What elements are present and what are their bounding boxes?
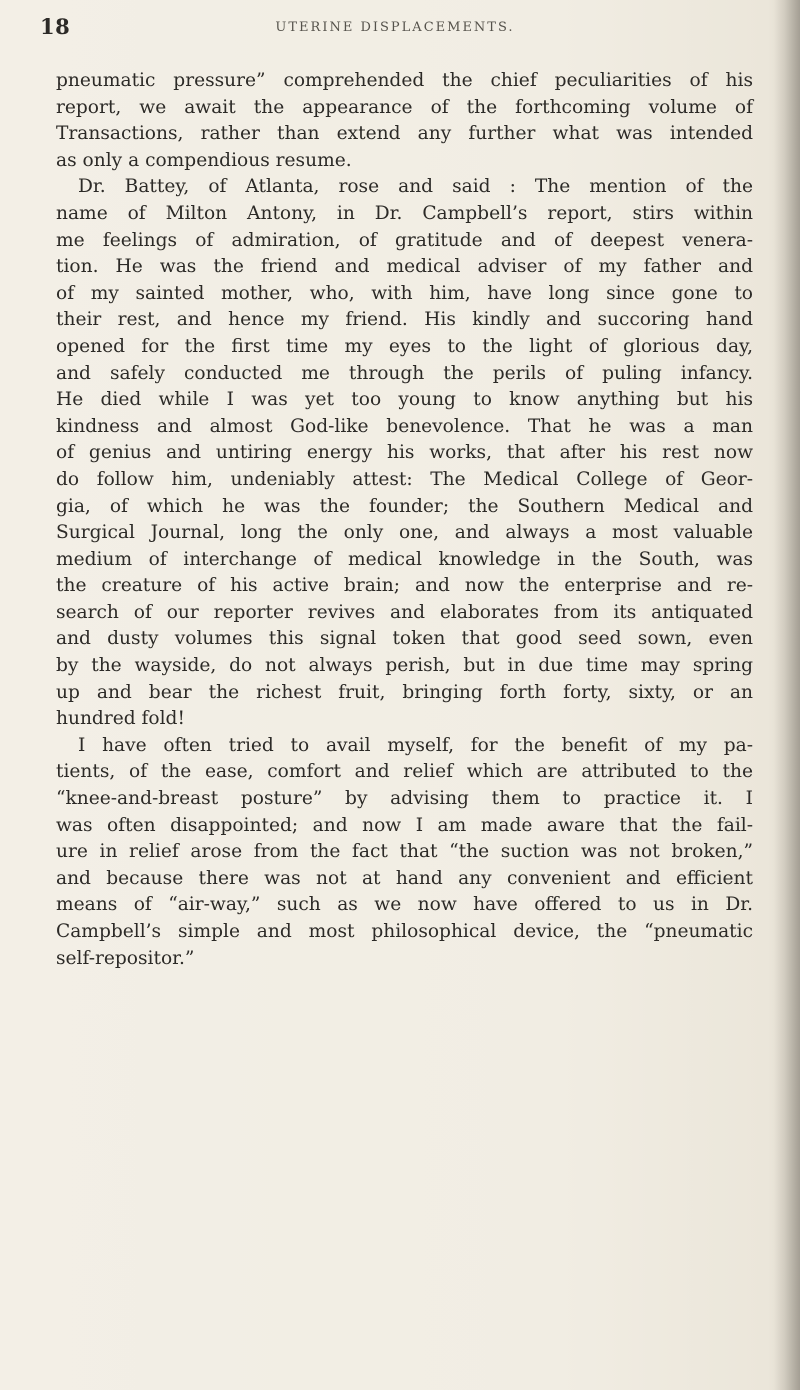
text-line: medium of interchange of medical knowledge in the South, was <box>56 548 753 570</box>
page-header <box>40 14 750 48</box>
text-line: kindness and almost God-like benevolence. That he was a man <box>56 415 753 437</box>
paragraph-start-line: I have often tried to avail myself, for the benefit of my pa- <box>78 734 753 756</box>
text-line: the creature of his active brain; and now the enterprise and re- <box>56 575 753 597</box>
text-line: Surgical Journal, long the only one, and always a most valuable <box>56 522 753 544</box>
text-line: as only a compendious resume. <box>56 149 352 171</box>
paragraph-start-line: Dr. Battey, of Atlanta, rose and said : The mention of the <box>78 176 753 198</box>
text-line: Campbell’s simple and most philosophical device, the “pneumatic <box>56 921 753 942</box>
text-line: gia, of which he was the founder; the Southern Medical and <box>56 495 753 517</box>
text-line: of my sainted mother, who, with him, have long since gone to <box>56 282 753 304</box>
text-line: their rest, and hence my friend. His kindly and succoring hand <box>56 309 753 331</box>
text-line: name of Milton Antony, in Dr. Campbell’s report, stirs within <box>56 202 753 224</box>
page-number: 18 <box>40 14 71 39</box>
text-line: “knee-and-breast posture” by advising them to practice it. I <box>56 788 753 810</box>
text-line: of genius and untiring energy his works, that after his rest now <box>56 442 753 464</box>
text-line: and dusty volumes this signal token that good seed sown, even <box>56 628 753 650</box>
text-line: do follow him, undeniably attest: The Medical College of Geor- <box>56 468 753 490</box>
text-line: He died while I was yet too young to know anything but his <box>56 389 753 411</box>
text-line: by the wayside, do not always perish, but in due time may spring <box>56 655 753 677</box>
text-line: Transactions, rather than extend any further what was intended <box>56 123 753 145</box>
text-line: report, we await the appearance of the forthcoming volume of <box>56 96 753 118</box>
text-line: and because there was not at hand any convenient and efficient <box>56 867 753 889</box>
text-line: pneumatic pressure” comprehended the chief peculiarities of his <box>56 70 753 91</box>
text-line: me feelings of admiration, of gratitude and of deepest venera- <box>56 229 753 251</box>
text-line: opened for the first time my eyes to the light of glorious day, <box>56 335 753 357</box>
body-text <box>56 68 753 972</box>
text-line: hundred fold! <box>56 708 185 730</box>
text-line: ure in relief arose from the fact that “the suction was not broken,” <box>56 841 753 863</box>
running-head: UTERINE DISPLACEMENTS. <box>275 20 515 35</box>
text-line: and safely conducted me through the perils of puling infancy. <box>56 362 753 384</box>
text-line: means of “air-way,” such as we now have offered to us in Dr. <box>56 894 753 916</box>
text-line: self-repositor.” <box>56 947 195 969</box>
page-edge-shadow <box>774 0 800 1390</box>
text-line: up and bear the richest fruit, bringing forth forty, sixty, or an <box>56 681 753 703</box>
text-line: tion. He was the friend and medical adviser of my father and <box>56 256 753 278</box>
text-line: was often disappointed; and now I am made aware that the fail- <box>56 814 753 836</box>
text-line: tients, of the ease, comfort and relief which are attributed to the <box>56 761 753 783</box>
text-line: search of our reporter revives and elaborates from its antiquated <box>56 601 753 623</box>
